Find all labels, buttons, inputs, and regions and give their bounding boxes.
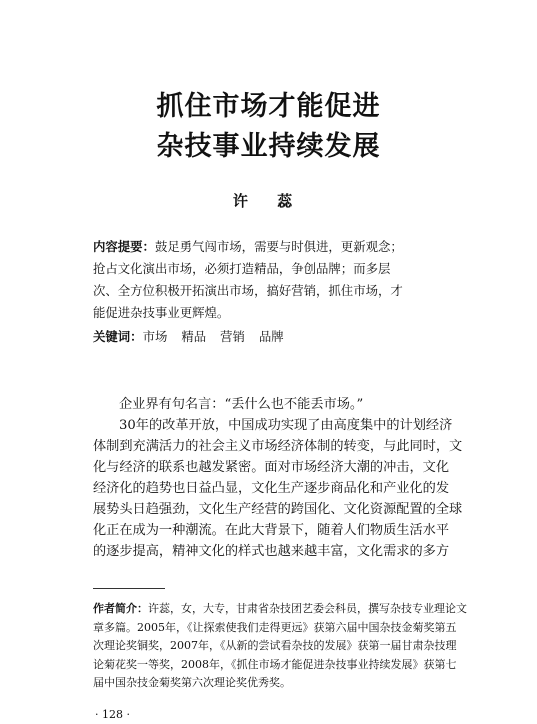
article-title-line-1: 抓住市场才能促进 (156, 91, 381, 122)
abstract-line: 抢占文化演出市场，必须打造精品，争创品牌；而多层 (93, 261, 391, 276)
body-line: 化正在成为一种潮流。在此大背景下，随着人们物质生活水平 (93, 523, 450, 538)
footnote-divider (93, 588, 165, 589)
body-line: 30年的改革开放，中国成功实现了由高度集中的计划经济 (119, 418, 453, 433)
author-footnote (93, 600, 468, 693)
article-title-line-2: 杂技事业持续发展 (156, 131, 381, 162)
abstract-line: 次、全方位积极开拓演出市场，搞好营销，抓住市场，才 (93, 283, 403, 298)
abstract-line: 内容提要：鼓足勇气闯市场，需要与时俱进，更新观念； (93, 239, 403, 254)
abstract (93, 236, 463, 324)
author-name: 许 蕊 (232, 192, 305, 210)
keywords (93, 326, 284, 348)
body-line: 经济化的趋势也日益凸显，文化生产逐步商品化和产业化的发 (93, 481, 450, 496)
keyword: 精品 (181, 329, 207, 344)
body-line: 的逐步提高，精神文化的样式也越来越丰富，文化需求的多方 (93, 544, 450, 559)
body-line: 企业界有句名言：“丢什么也不能丢市场。” (119, 397, 364, 412)
keyword: 营销 (220, 329, 245, 344)
footnote-label: 作者简介： (93, 602, 148, 615)
abstract-line: 能促进杂技事业更辉煌。 (93, 305, 230, 320)
footnote-line: 作者简介：许蕊，女，大专，甘肃省杂技团艺委会科员，撰写杂技专业理论文 (93, 602, 467, 615)
body-line: 化与经济的联系也越发紧密。面对市场经济大潮的冲击，文化 (93, 460, 450, 475)
keyword: 市场 (142, 329, 168, 344)
footnote-line: 论菊花奖一等奖，2008年，《抓住市场才能促进杂技事业持续发展》获第七 (93, 657, 457, 671)
body-line: 体制到充满活力的社会主义市场经济体制的转变，与此同时，文 (93, 439, 463, 454)
body-text (93, 394, 465, 562)
page-number: · 128 · (95, 708, 130, 721)
body-line: 展势头日趋强劲，文化生产经营的跨国化、文化资源配置的全球 (93, 502, 463, 517)
keyword: 品牌 (258, 329, 284, 344)
footnote-line: 章多篇。2005年，《让探索使我们走得更远》获第六届中国杂技金菊奖第五 (93, 620, 457, 634)
footnote-line: 届中国杂技金菊奖第六次理论奖优秀奖。 (93, 676, 291, 689)
abstract-label: 内容提要： (93, 239, 155, 254)
keywords-label: 关键词： (93, 329, 143, 344)
footnote-line: 次理论奖铜奖，2007年，《从新的尝试看杂技的发展》获第一届甘肃杂技理 (93, 639, 457, 652)
